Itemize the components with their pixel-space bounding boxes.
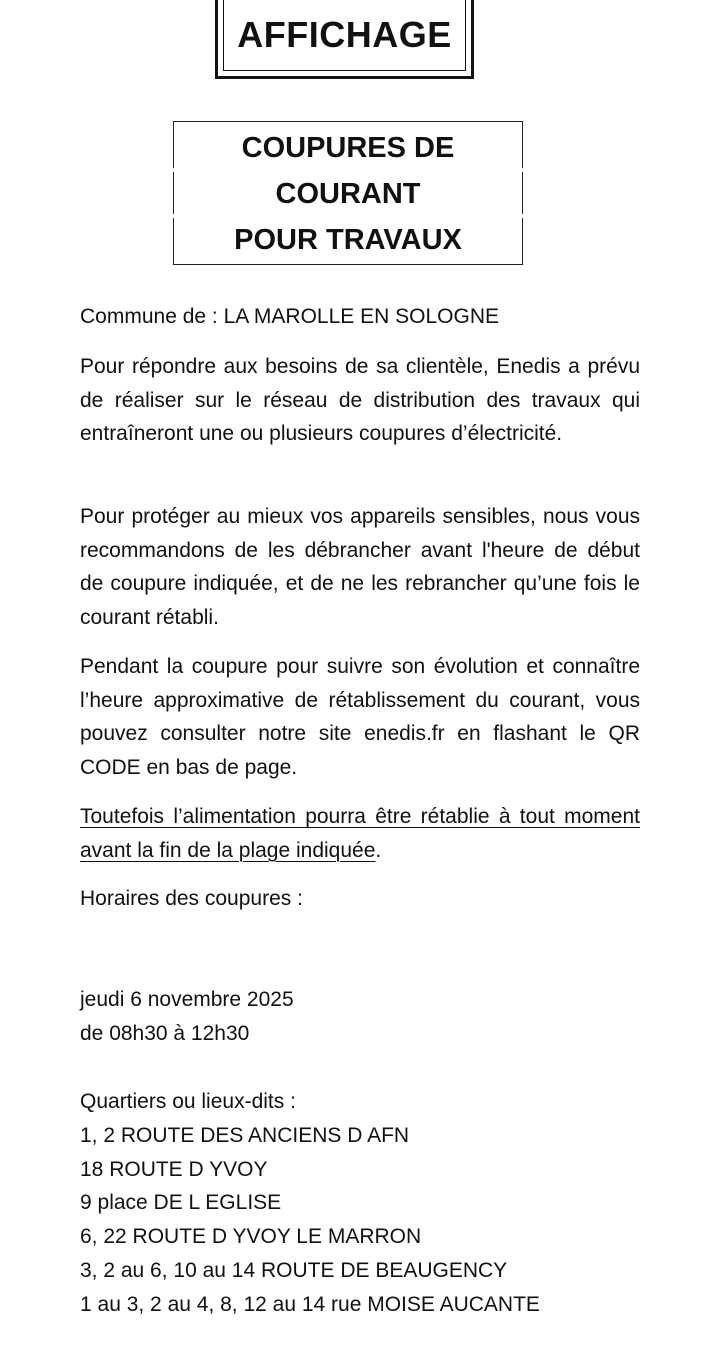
schedule-date: jeudi 6 novembre 2025 (80, 988, 294, 1011)
affichage-inner-frame (223, 0, 466, 71)
title-line-1: COUPURES DE (241, 131, 455, 164)
restoration-note-underlined: Toutefois l’alimentation pourra être rétablie à tout moment avant la fin de la plage indiquée (80, 805, 640, 862)
title-box-gap (173, 168, 174, 172)
title-box-gap (173, 214, 174, 218)
title-box (173, 121, 523, 265)
paragraph-intro: Pour répondre aux besoins de sa clientèle, Enedis a prévu de réaliser sur le réseau de distribution des travaux qui entraîneront une ou plusieurs coupures d’électricité. (80, 355, 640, 445)
schedule-time: de 08h30 à 12h30 (80, 1022, 250, 1045)
location-item: 9 place DE L EGLISE (80, 1191, 282, 1215)
paragraph-protection: Pour protéger au mieux vos appareils sensibles, nous vous recommandons de les débrancher avant l'heure de début de coupure indiquée, et de ne les rebrancher qu’une fois le courant rétabli. (80, 505, 640, 629)
affichage-frame (215, 0, 474, 79)
affichage-heading: AFFICHAGE (237, 14, 452, 55)
title-box-gap (522, 168, 523, 172)
title-line-2: COURANT (275, 177, 421, 210)
title-line-3: POUR TRAVAUX (234, 223, 462, 256)
location-item: 3, 2 au 6, 10 au 14 ROUTE DE BEAUGENCY (80, 1258, 508, 1282)
title-box-gap (522, 214, 523, 218)
location-item: 18 ROUTE D YVOY (80, 1157, 268, 1181)
locations-label: Quartiers ou lieux-dits : (80, 1090, 296, 1113)
commune-line: Commune de : LA MAROLLE EN SOLOGNE (80, 305, 499, 328)
restoration-note-period: . (375, 838, 382, 862)
location-item: 1, 2 ROUTE DES ANCIENS D AFN (80, 1124, 410, 1147)
schedule-label: Horaires des coupures : (80, 887, 303, 910)
paragraph-tracking: Pendant la coupure pour suivre son évolution et connaître l’heure approximative de rétablissement du courant, vous pouvez consulter notre site enedis.fr en flashant le QR CODE en bas de page. (80, 655, 640, 779)
location-item: 6, 22 ROUTE D YVOY LE MARRON (80, 1225, 422, 1249)
locations-list (80, 1119, 680, 1321)
location-item: 1 au 3, 2 au 4, 8, 12 au 14 rue MOISE AUCANTE (80, 1292, 540, 1316)
paragraph-restoration-note (80, 800, 640, 867)
